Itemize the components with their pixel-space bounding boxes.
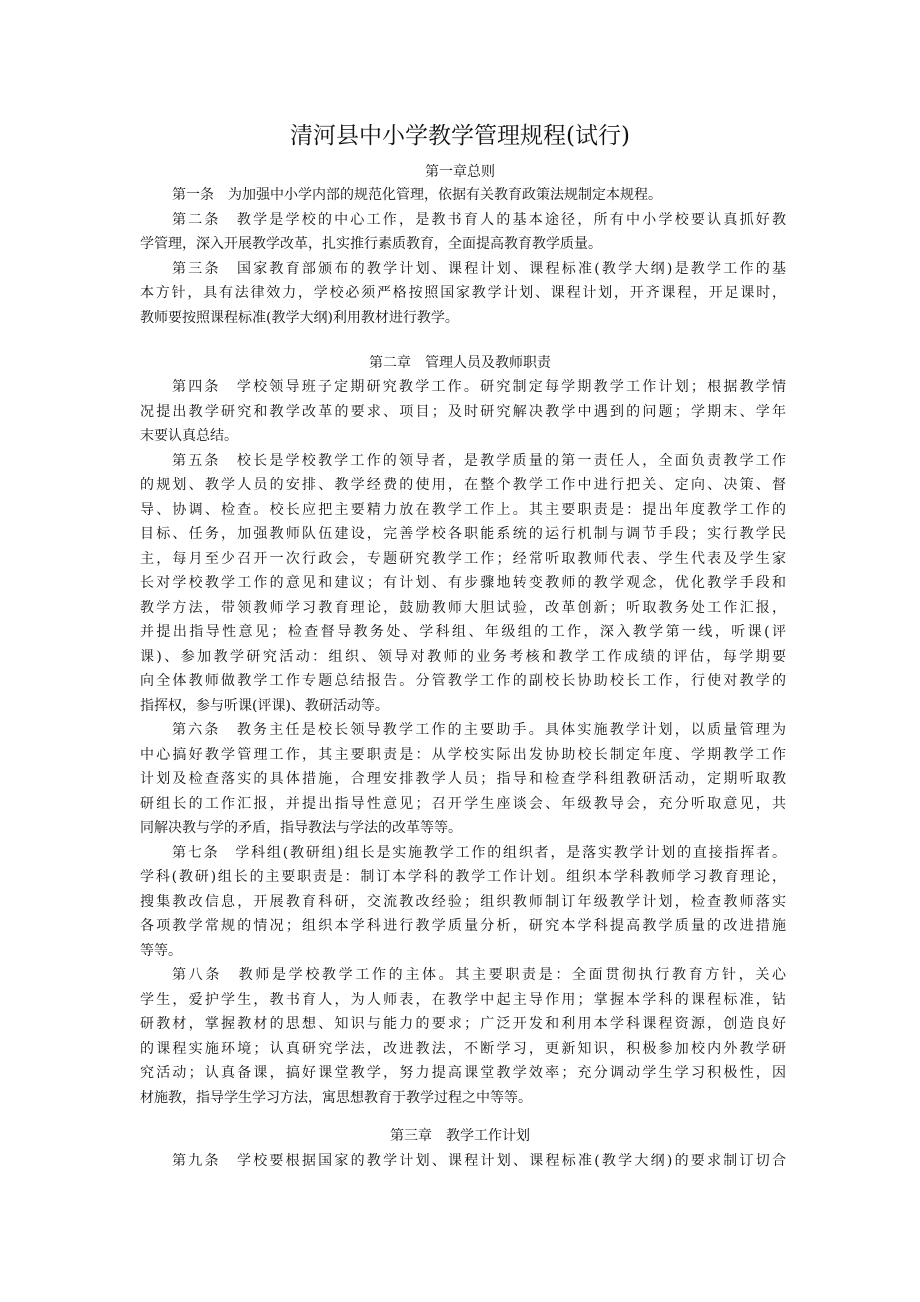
- chapter-heading: 第二章 管理人员及教师职责: [369, 355, 551, 371]
- paragraph-line: 第八条 教师是学校教学工作的主体。其主要职责是：全面贯彻执行教育方针，关心: [172, 967, 786, 983]
- paragraph-line: 末要认真总结。: [140, 428, 238, 444]
- article-paragraph: [140, 718, 786, 841]
- paragraph-line: 并提出指导性意见；检查督导教务处、学科组、年级组的工作，深入教学第一线，听课(评: [140, 624, 786, 640]
- paragraph-line: 指挥权，参与听课(评课)、教研活动等。: [140, 697, 389, 714]
- article-paragraph: [140, 257, 786, 331]
- article-paragraph: [140, 1149, 786, 1174]
- paragraph-line: 长对学校教学工作的意见和建议；有计划、有步骤地转变教师的教学观念，优化教学手段和: [140, 575, 786, 591]
- chapter-heading: 第三章 教学工作计划: [390, 1128, 530, 1144]
- chapter-heading: 第一章总则: [425, 164, 495, 180]
- paragraph-line: 况提出教学研究和教学改革的要求、项目；及时研究解决教学中遇到的问题；学期末、学年: [140, 403, 786, 420]
- paragraph-line: 第四条 学校领导班子定期研究教学工作。研究制定每学期教学工作计划；根据教学情: [172, 379, 786, 395]
- paragraph-line: 的课程实施环境；认真研究学法，改进教法，不断学习，更新知识，积极参加校内外教学研: [140, 1040, 786, 1057]
- paragraph-line: 向全体教师做教学工作专题总结报告。分管教学工作的副校长协助校长工作，行使对教学的: [140, 673, 786, 689]
- paragraph-line: 学生，爱护学生，教书育人，为人师表，在教学中起主导作用；掌握本学科的课程标准，钻: [140, 991, 786, 1008]
- article-paragraph: [140, 841, 786, 964]
- paragraph-line: 教师要按照课程标准(教学大纲)利用教材进行教学。: [140, 309, 459, 326]
- paragraph-line: 第七条 学科组(教研组)组长是实施教学工作的组织者，是落实教学计划的直接指挥者。: [172, 844, 786, 861]
- paragraph-line: 第五条 校长是学校教学工作的领导者，是教学质量的第一责任人，全面负责教学工作: [172, 452, 786, 469]
- paragraph-line: 第九条 学校要根据国家的教学计划、课程计划、课程标准(教学大纲)的要求制订切合: [172, 1153, 786, 1169]
- paragraph-line: 本方针，具有法律效力，学校必须严格按照国家教学计划、课程计划，开齐课程，开足课时，: [140, 285, 786, 301]
- paragraph-line: 中心搞好教学管理工作，其主要职责是：从学校实际出发协助校长制定年度、学期教学工作: [140, 746, 786, 763]
- paragraph-line: 第六条 教务主任是校长领导教学工作的主要助手。具体实施教学计划，以质量管理为: [172, 722, 786, 738]
- paragraph-line: 搜集教改信息，开展教育科研，交流教改经验；组织教师制订年级教学计划，检查教师落实: [140, 893, 786, 910]
- paragraph-line: 各项教学常规的情况；组织本学科进行教学质量分析，研究本学科提高教学质量的改进措施: [140, 918, 786, 934]
- paragraph-line: 目标、任务，加强教师队伍建设，完善学校各职能系统的运行机制与调节手段；实行教学民: [140, 526, 786, 542]
- paragraph-line: 学科(教研)组长的主要职责是：制订本学科的教学工作计划。组织本学科教师学习教育理论，: [140, 869, 786, 885]
- paragraph-line: 课)、参加教学研究活动：组织、领导对教师的业务考核和教学工作成绩的评估，每学期要: [140, 648, 786, 665]
- paragraph-line: 主，每月至少召开一次行政会，专题研究教学工作；经常听取教师代表、学生代表及学生家: [140, 550, 786, 567]
- paragraph-line: 导、协调、检查。校长应把主要精力放在教学工作上。其主要职责是：提出年度教学工作的: [140, 501, 786, 518]
- paragraph-line: 第二条 教学是学校的中心工作，是教书育人的基本途径，所有中小学校要认真抓好教: [172, 211, 786, 228]
- paragraph-line: 研组长的工作汇报，并提出指导性意见；召开学生座谈会、年级教导会，充分听取意见，共: [140, 795, 786, 812]
- paragraph-line: 学管理，深入开展教学改革，扎实推行素质教育，全面提高教育教学质量。: [140, 236, 602, 252]
- paragraph-line: 等等。: [140, 942, 182, 959]
- paragraph-line: 第三条 国家教育部颁布的教学计划、课程计划、课程标准(教学大纲)是教学工作的基: [172, 260, 786, 277]
- paragraph-line: 同解决教与学的矛盾，指导教法与学法的改革等等。: [140, 820, 462, 836]
- paragraph-line: 的规划、教学人员的安排、教学经费的使用，在整个教学工作中进行把关、定向、决策、督: [140, 477, 786, 493]
- article-paragraph: [140, 208, 786, 257]
- paragraph-line: 教学方法，带领教师学习教育理论，鼓励教师大胆试验，改革创新；听取教务处工作汇报，: [140, 599, 786, 616]
- article-paragraph: [140, 375, 786, 449]
- paragraph-line: 第一条 为加强中小学内部的规范化管理，依据有关教育政策法规制定本规程。: [172, 187, 662, 203]
- paragraph-line: 研教材，掌握教材的思想、知识与能力的要求；广泛开发和利用本学科课程资源，创造良好: [140, 1016, 786, 1032]
- paragraph-line: 究活动；认真备课，搞好课堂教学，努力提高课堂教学效率；充分调动学生学习积极性，因: [140, 1065, 786, 1081]
- paragraph-line: 材施教，指导学生学习方法，寓思想教育于教学过程之中等等。: [140, 1089, 532, 1106]
- article-paragraph: [140, 963, 786, 1110]
- document-title: 清河县中小学教学管理规程(试行): [290, 123, 630, 149]
- paragraph-line: 计划及检查落实的具体措施，合理安排教学人员；指导和检查学科组教研活动，定期听取教: [140, 771, 786, 787]
- article-paragraph: [140, 183, 786, 208]
- article-paragraph: [140, 449, 786, 719]
